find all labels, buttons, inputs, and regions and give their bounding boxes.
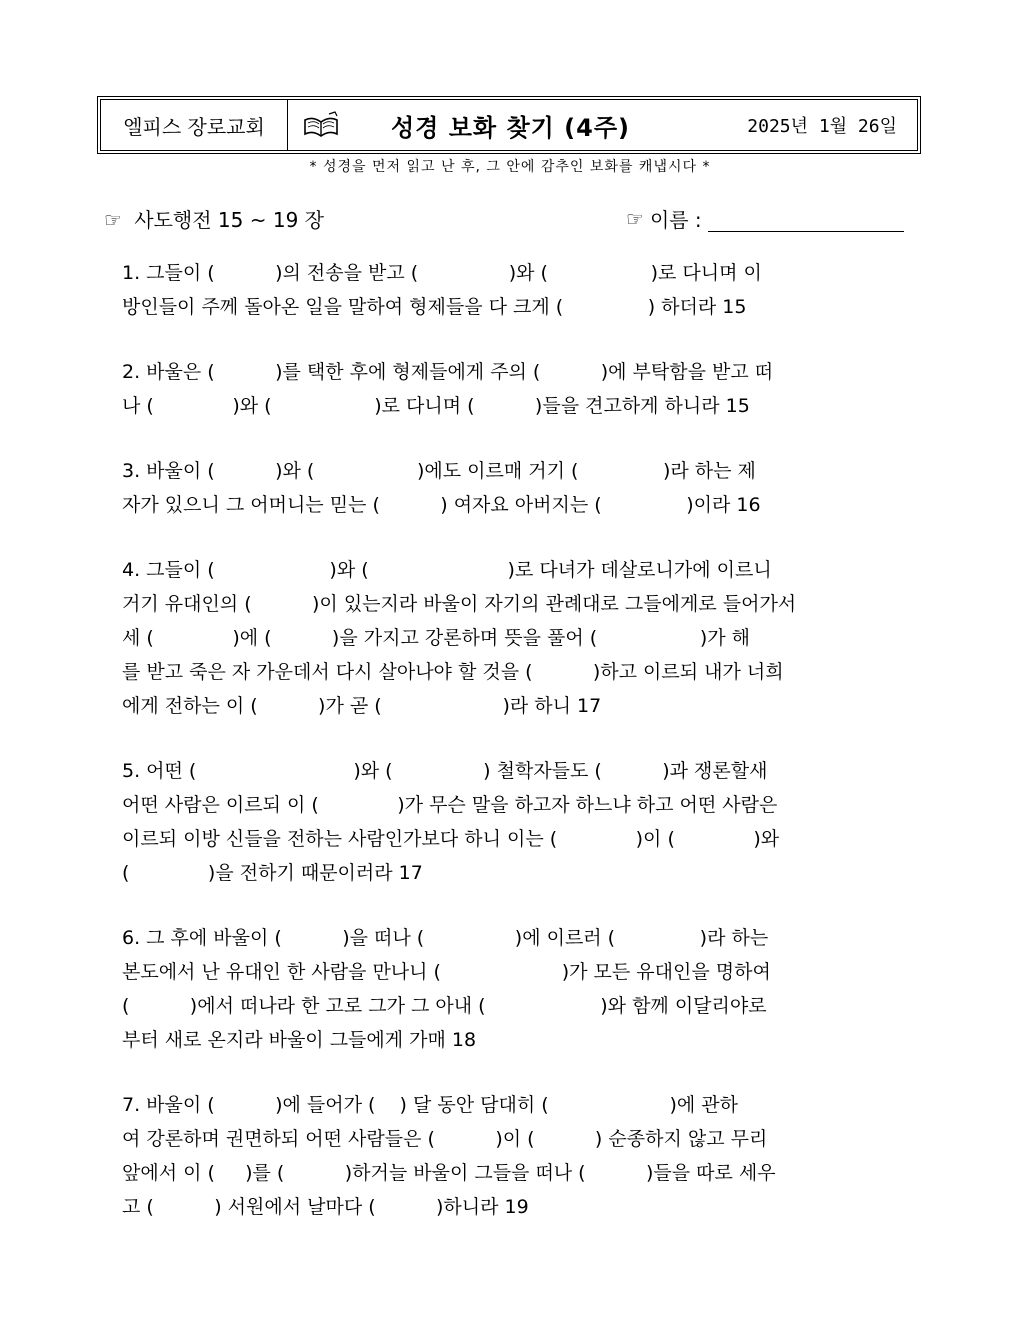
question-line: 나 ( )와 ( )로 다니며 ( )들을 견고하게 하니라 15 [122,395,750,417]
question-line: 여 강론하며 권면하되 어떤 사람들은 ( )이 ( ) 순종하지 않고 무리 [122,1128,768,1150]
name-field [626,204,904,233]
question-line: 세 ( )에 ( )을 가지고 강론하며 뜻을 풀어 ( )가 해 [122,627,751,649]
question-line: 본도에서 난 유대인 한 사람을 만나니 ( )가 모든 유대인을 명하여 [122,961,771,983]
question-line: 를 받고 죽은 자 가운데서 다시 살아나야 할 것을 ( )하고 이르되 내가 너희 [122,661,784,683]
church-name: 엘피스 장로교회 [101,100,288,150]
question-line: 이르되 이방 신들을 전하는 사람인가보다 하니 이는 ( )이 ( )와 [122,828,780,850]
question-line: ( )을 전하기 때문이러라 17 [122,862,423,884]
question-line: 에게 전하는 이 ( )가 곧 ( )라 하니 17 [122,695,602,717]
pointing-hand-icon: ☞ [626,206,644,231]
question-item [122,754,904,890]
question-line: 어떤 사람은 이르되 이 ( )가 무슨 말을 하고자 하느냐 하고 어떤 사람은 [122,794,778,816]
question-line: 거기 유대인의 ( )이 있는지라 바울이 자기의 관례대로 그들에게로 들어가서 [122,593,797,615]
instruction-text: * 성경을 먼저 읽고 난 후, 그 안에 감추인 보화를 캐냅시다 * [309,159,711,175]
question-item [122,355,904,423]
question-line: 앞에서 이 ( )를 ( )하거늘 바울이 그들을 떠나 ( )들을 따로 세우 [122,1162,776,1184]
pointing-hand-icon: ☞ [104,208,122,232]
question-item [122,921,904,1057]
passage-reference [104,204,324,233]
question-item [122,1088,904,1224]
question-line: 4. 그들이 ( )와 ( )로 다녀가 데살로니가에 이르니 [122,559,772,581]
page-title: 성경 보화 찾기 (4주) [391,113,630,142]
date: 2025년 1월 26일 [747,116,897,137]
passage-label: 사도행전 15 ~ 19 장 [134,208,324,232]
question-line: 5. 어떤 ( )와 ( ) 철학자들도 ( )과 쟁론할새 [122,760,768,782]
name-label: 이름 : [649,208,702,232]
question-line: 3. 바울이 ( )와 ( )에도 이르매 거기 ( )라 하는 제 [122,460,756,482]
question-line: 6. 그 후에 바울이 ( )을 떠나 ( )에 이르러 ( )라 하는 [122,927,769,949]
question-line: 1. 그들이 ( )의 전송을 받고 ( )와 ( )로 다니며 이 [122,262,762,284]
question-line: 자가 있으니 그 어머니는 믿는 ( ) 여자요 아버지는 ( )이라 16 [122,494,761,516]
question-line: 부터 새로 온지라 바울이 그들에게 가매 18 [122,1029,477,1051]
open-book-icon [288,100,354,150]
header-box [97,96,921,154]
question-list [122,256,904,1255]
question-line: 방인들이 주께 돌아온 일을 말하여 형제들을 다 크게 ( ) 하더라 15 [122,296,747,318]
question-item [122,454,904,522]
question-line: 2. 바울은 ( )를 택한 후에 형제들에게 주의 ( )에 부탁함을 받고 떠 [122,361,774,383]
question-line: 7. 바울이 ( )에 들어가 ( ) 달 동안 담대히 ( )에 관하 [122,1094,738,1116]
header-inner [100,99,918,151]
question-item [122,256,904,324]
name-blank-line[interactable] [708,205,904,232]
question-item [122,553,904,723]
question-line: ( )에서 떠나라 한 고로 그가 그 아내 ( )와 함께 이달리야로 [122,995,767,1017]
question-line: 고 ( ) 서원에서 날마다 ( )하니라 19 [122,1196,529,1218]
